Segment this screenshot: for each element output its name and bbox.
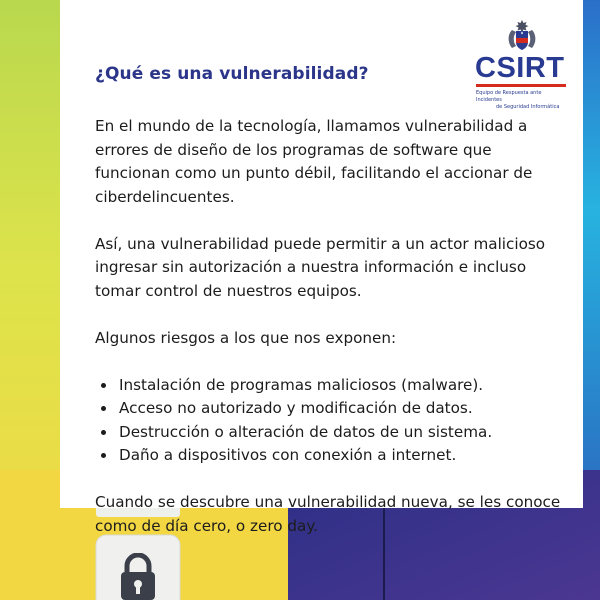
list-item: • Destrucción o alteración de datos de un sistema.	[117, 421, 565, 445]
risks-intro: Algunos riesgos a los que nos exponen:	[95, 328, 397, 347]
logo-name: CSIRT	[475, 52, 565, 84]
logo-red-bar	[476, 84, 566, 87]
logo-subtitle-line-2: de Seguridad Informática	[496, 104, 560, 110]
logo-subtitle	[476, 90, 568, 111]
card-body	[95, 115, 565, 562]
page-title: ¿Qué es una vulnerabilidad?	[95, 64, 369, 84]
logo-subtitle-line-1: Equipo de Respuesta ante Incidentes	[476, 90, 542, 103]
intro-paragraph: En el mundo de la tecnología, llamamos vulnerabilidad a errores de diseño de los programas de software que funcionan como un punto débil, facilitando el accionar de ciberdelincuentes.	[95, 117, 533, 206]
info-card	[60, 0, 583, 535]
list-item: • Acceso no autorizado y modificación de datos.	[117, 397, 565, 421]
second-paragraph: Así, una vulnerabilidad puede permitir a un actor malicioso ingresar sin autorización a nuestra información e incluso tomar control de nuestros equipos.	[95, 234, 546, 300]
chilean-coat-of-arms-icon	[504, 18, 540, 52]
closing-paragraph: Cuando se descubre una vulnerabilidad nueva, se les conoce como de día cero, o zero day.	[95, 493, 561, 535]
list-item: • Instalación de programas maliciosos (malware).	[117, 374, 565, 398]
risks-list	[95, 374, 565, 468]
list-item: • Daño a dispositivos con conexión a internet.	[117, 444, 565, 468]
